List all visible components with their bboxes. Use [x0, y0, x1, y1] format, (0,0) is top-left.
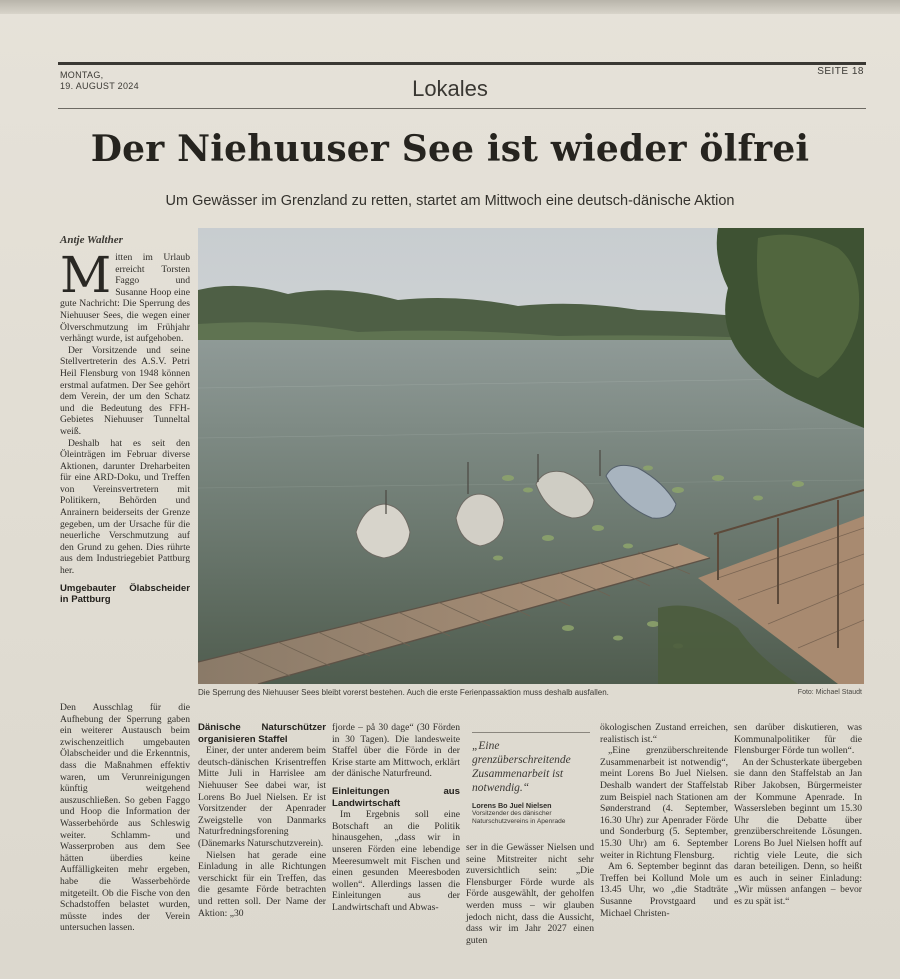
paragraph: An der Schusterkate übergeben sie dann den Staffelstab an Jan Riber Jakobsen, Bürgermeister der Kommune Apenrade. In Wassersleben beginnt um 15.30 Uhr die Debatte über grenzüberschreitende Lösungen. Lorens Bo Juel Nielsen hofft auf richtig viele Leute, die sich daran beteiligen. Denn, so heißt es auch in seiner Einladung: „Wir müssen anfangen – bevor es zu spät ist.“: [734, 756, 862, 907]
column-6: [734, 722, 862, 908]
dateline-date: 19. AUGUST 2024: [60, 81, 139, 91]
photo-credit: Foto: Michael Staudt: [797, 689, 862, 696]
subheadline: Um Gewässer im Grenzland zu retten, startet am Mittwoch eine deutsch-dänische Aktion: [165, 193, 735, 209]
section-title: Lokales: [412, 76, 488, 101]
paragraph: Einer, der unter anderem beim deutsch-dänischen Krisentreffen Mitte Juli in Harrislee am Niehuuser See dabei war, ist Lorens Bo Juel Nielsen. Er ist Vorsitzender der Apenrader Zweigstelle von Danmarks Naturfredningsforening (Dänemarks Naturschutzverein).: [198, 745, 326, 849]
paragraph: Den Ausschlag für die Aufhebung der Sperrung gaben ein weiterer Austausch beim zwischenzeitlich umgebauten Ölabscheider und die Erkenntnis, dass die Maßnahmen effektiv waren, um Verunreinigungen künftig weitgehend auszuschließen. So geben Faggo und Hoop die Information der Wasserbehörde aus Schleswig weiter. Schlamm- und Wasserproben aus dem See hätten überdies keine Auffälligkeiten mehr ergeben, habe die Wasserbehörde mitgeteilt. Ob die Fische von den Schadstoffen belastet wurden, müsste indes der Verein untersuchen lassen.: [60, 702, 190, 934]
quote-text: „Eine grenzüberschreitende Zusammenarbeit ist notwendig.“: [472, 732, 590, 795]
dateline-day: MONTAG,: [60, 70, 104, 80]
page-top-shadow: [0, 0, 900, 14]
page-number: SEITE 18: [817, 66, 864, 77]
paragraph: „Eine grenzüberschreitende Zusammenarbeit ist notwendig“, meint Lorens Bo Juel Nielsen. Deshalb wandert der Staffelstab zum Beispiel nach Stationen am Sønderstrand (4. September, 16.30 Uhr) zur Apenrader Förde und Sonderburg (5. September, 15.30 Uhr) am 6. September weiter in Richtung Flensburg.: [600, 745, 728, 861]
paragraph: ökologischen Zustand erreichen, realistisch ist.“: [600, 722, 728, 745]
paragraph: Der Vorsitzende und seine Stellvertreterin des A.S.V. Petri Heil Flensburg von 1948 können erstmal aufatmen. Der See gehört dem Verein, der um den Schatz und die Bedeutung des FFH-Gebietes Niehuuser Tunneltal weiß.: [60, 344, 190, 437]
quote-author-role: Vorsitzender des dänischer Naturschutzvereins in Apenrade: [472, 810, 566, 825]
header-divider: [58, 108, 866, 109]
column-3: [332, 722, 460, 914]
column-1-bottom: [60, 702, 190, 934]
paragraph: fjorde – på 30 dage“ (30 Förden in 30 Tagen). Die landesweite Staffel über die Förde in der Krise starte am Mittwoch, erklärt der dänische Naturfreund.: [332, 722, 460, 780]
intro-text: itten im Urlaub erreicht Torsten Faggo und Susanne Hoop eine gute Nachricht: Die Sperrung des Niehuuser Sees, die wegen einer Ölverschmutzung im Frühjahr verhängt wurde, ist aufgehoben.: [60, 252, 190, 345]
photo-caption: Die Sperrung des Niehuuser Sees bleibt vorerst bestehen. Auch die erste Ferienpassaktion muss deshalb ausfallen.: [198, 688, 609, 697]
paragraph: Am 6. September beginnt das Treffen bei Kollund Mole um 13.45 Uhr, wo „die Stadträte Susanne Provstgaard und Michael Christen-: [600, 861, 728, 919]
column-2: [198, 722, 326, 919]
intro-paragraph: [60, 246, 190, 345]
pull-quote: [472, 732, 590, 826]
paragraph: Im Ergebnis soll eine Botschaft an die Politik hinausgehen, „dass wir in unseren Förden eine lebendige Meeresumwelt mit Fischen und einen gesunden Meeresboden wollen“. Allerdings lassen die Einleitungen aus der Landwirtschaft und Abwas-: [332, 809, 460, 913]
column-1: [60, 246, 190, 606]
subheading: Einleitungen aus Landwirtschaft: [332, 785, 460, 809]
column-5: [600, 722, 728, 919]
subheading: Umgebauter Ölabscheider in Pattburg: [60, 582, 190, 606]
paragraph: sen darüber diskutieren, was Kommunalpolitiker für die Flensburger Förde tun wollen“.: [734, 722, 862, 757]
paragraph: Nielsen hat gerade eine Einladung in alle Richtungen verschickt für ein Treffen, das die gesamte Förde betrachten und retten soll. Der Name der Aktion: „30: [198, 849, 326, 919]
headline: Der Niehuuser See ist wieder ölfrei: [90, 128, 810, 170]
quote-author: Lorens Bo Juel Nielsen: [472, 801, 552, 810]
paragraph: Deshalb hat es seit den Öleinträgen im Februar diverse Aktionen, darunter Dreharbeiten für eine ARD-Doku, und Treffen von Vereinsvertretern mit Politikern, Behörden und Anrainern beiderseits der Grenze gegeben, um der Ursache für die neuerliche Verschmutzung auf den Grund zu gehen. Dies rührte aus dem Industriegebiet Pattburg her.: [60, 437, 190, 577]
subheading: Dänische Naturschützer organisieren Staffel: [198, 722, 326, 745]
lake-photo-illustration: [198, 228, 864, 684]
header-rule: [58, 62, 866, 65]
column-4: [466, 842, 594, 946]
lake-photo: [198, 228, 864, 684]
drop-cap: M: [60, 246, 112, 304]
author-byline: Antje Walther: [60, 234, 123, 246]
paragraph: ser in die Gewässer Nielsen und seine Mitstreiter nicht sehr zuversichtlich sein: „Die Flensburger Förde wurde als Förde ausgewählt, der geholfen werden muss – wir glauben jedoch nicht, dass die Aussicht, dass wir im Jahr 2027 einen guten: [466, 842, 594, 946]
